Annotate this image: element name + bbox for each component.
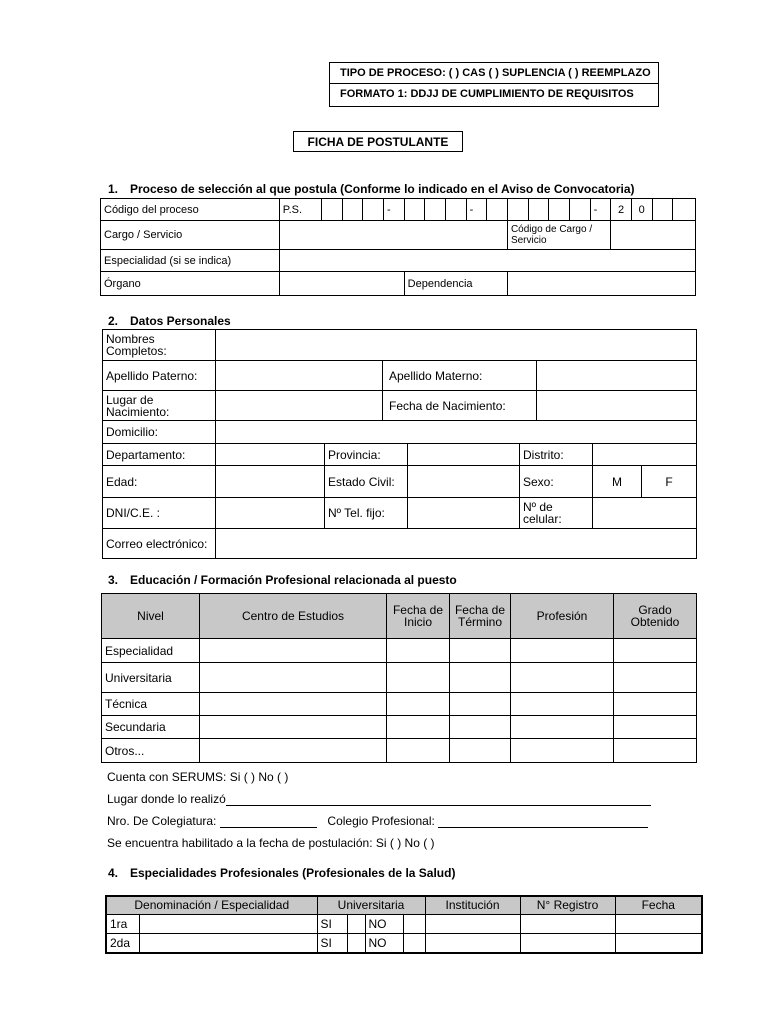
dependencia-value[interactable] <box>507 272 695 296</box>
apellido-paterno-value[interactable] <box>216 361 383 391</box>
contacto-row <box>103 498 697 529</box>
nivel-secundaria: Secundaria <box>102 716 200 739</box>
codigo-cell[interactable] <box>425 199 446 221</box>
tel-fijo-label: Nº Tel. fijo: <box>325 498 408 529</box>
table-cell[interactable] <box>520 914 615 933</box>
ficha-title: FICHA DE POSTULANTE <box>307 135 449 149</box>
section4-title: Especialidades Profesionales (Profesionales de la Salud) <box>130 866 456 880</box>
section4-number: 4. <box>108 866 119 880</box>
dni-value[interactable] <box>216 498 325 529</box>
table-cell[interactable] <box>387 663 450 693</box>
table-cell[interactable] <box>614 739 697 763</box>
si-label: SI <box>317 914 347 933</box>
nombres-value[interactable] <box>216 330 697 361</box>
domicilio-label: Domicilio: <box>103 421 216 444</box>
nombres-row <box>103 330 697 361</box>
tipo-proceso-box <box>329 62 659 84</box>
lugar-label: Lugar donde lo realizó <box>107 792 226 806</box>
year-digit: 0 <box>631 199 652 221</box>
col-grado: Grado Obtenido <box>614 594 697 639</box>
lugar-nacimiento-value[interactable] <box>216 391 383 421</box>
table-row <box>102 716 697 739</box>
table-row <box>106 933 702 953</box>
dash: - <box>384 199 405 221</box>
codigo-cell[interactable] <box>528 199 549 221</box>
table-cell[interactable] <box>511 716 614 739</box>
table-cell[interactable] <box>520 933 615 953</box>
edad-label: Edad: <box>103 466 216 498</box>
si-label: SI <box>317 933 347 953</box>
especialidad-row <box>101 250 696 272</box>
correo-value[interactable] <box>216 529 697 559</box>
table-cell[interactable] <box>387 639 450 663</box>
table-cell[interactable] <box>614 663 697 693</box>
table-cell[interactable] <box>511 693 614 716</box>
nombres-label: Nombres Completos: <box>103 330 216 361</box>
table-cell[interactable] <box>511 739 614 763</box>
codigo-cell[interactable] <box>569 199 590 221</box>
cargo-value[interactable] <box>279 221 507 250</box>
cargo-row <box>101 221 696 250</box>
table-cell[interactable] <box>615 914 702 933</box>
table-row <box>102 639 697 663</box>
table-cell[interactable] <box>450 663 511 693</box>
apellidos-row <box>103 361 697 391</box>
organo-label: Órgano <box>101 272 280 296</box>
col-institucion: Institución <box>425 896 520 914</box>
col-profesion: Profesión <box>511 594 614 639</box>
table-cell[interactable] <box>450 693 511 716</box>
section2-number: 2. <box>108 314 119 328</box>
lugar-nacimiento-label: Lugar de Nacimiento: <box>103 391 216 421</box>
sexo-label: Sexo: <box>520 466 593 498</box>
col-fecha-termino: Fecha de Término <box>450 594 511 639</box>
section1-heading <box>108 182 635 196</box>
ficha-title-box <box>293 131 463 152</box>
celular-value[interactable] <box>593 498 697 529</box>
provincia-label: Provincia: <box>325 444 408 466</box>
especialidad-value[interactable] <box>279 250 695 272</box>
codigo-cargo-value[interactable] <box>611 221 696 250</box>
correo-label: Correo electrónico: <box>103 529 216 559</box>
table-cell[interactable] <box>511 663 614 693</box>
apellido-materno-value[interactable] <box>537 361 697 391</box>
codigo-cell[interactable] <box>363 199 384 221</box>
no-label: NO <box>365 914 403 933</box>
nacimiento-row <box>103 391 697 421</box>
datos-personales-table <box>102 329 697 559</box>
codigo-cargo-label: Código de Cargo / Servicio <box>507 221 610 250</box>
nivel-universitaria: Universitaria <box>102 663 200 693</box>
col-centro: Centro de Estudios <box>200 594 387 639</box>
table-cell[interactable] <box>387 693 450 716</box>
codigo-label: Código del proceso <box>101 199 280 221</box>
lugar-field[interactable] <box>226 794 651 806</box>
educacion-table <box>101 593 697 763</box>
table-row <box>102 693 697 716</box>
section3-heading <box>108 573 457 587</box>
col-nivel: Nivel <box>102 594 200 639</box>
year-digit: 2 <box>611 199 632 221</box>
table-row <box>102 663 697 693</box>
departamento-value[interactable] <box>216 444 325 466</box>
no-checkbox[interactable] <box>403 914 425 933</box>
habilitado-line[interactable]: Se encuentra habilitado a la fecha de postulación: Si ( ) No ( ) <box>107 836 435 850</box>
row-label: 1ra <box>106 914 139 933</box>
formato-box <box>329 84 659 107</box>
table-cell[interactable] <box>450 739 511 763</box>
nivel-otros: Otros... <box>102 739 200 763</box>
si-checkbox[interactable] <box>347 914 365 933</box>
row-label: 2da <box>106 933 139 953</box>
table-cell[interactable] <box>450 716 511 739</box>
codigo-cell[interactable] <box>404 199 425 221</box>
table-cell[interactable] <box>387 716 450 739</box>
codigo-cell[interactable] <box>487 199 508 221</box>
section1-number: 1. <box>108 182 119 196</box>
table-cell[interactable] <box>387 739 450 763</box>
codigo-cell[interactable] <box>507 199 528 221</box>
apellido-paterno-label: Apellido Paterno: <box>103 361 216 391</box>
especialidades-table <box>105 895 703 954</box>
table-cell[interactable] <box>425 933 520 953</box>
section3-title: Educación / Formación Profesional relacionada al puesto <box>130 573 457 587</box>
distrito-label: Distrito: <box>520 444 593 466</box>
table-cell[interactable] <box>200 693 387 716</box>
serums-line[interactable]: Cuenta con SERUMS: Si ( ) No ( ) <box>107 770 289 784</box>
nivel-especialidad: Especialidad <box>102 639 200 663</box>
section2-title: Datos Personales <box>130 314 231 328</box>
table-row <box>106 914 702 933</box>
fecha-nacimiento-label: Fecha de Nacimiento: <box>383 391 537 421</box>
dash: - <box>466 199 487 221</box>
ubicacion-row <box>103 444 697 466</box>
distrito-value[interactable] <box>593 444 697 466</box>
colegiatura-field[interactable] <box>220 816 317 828</box>
proceso-table <box>100 198 696 296</box>
dash: - <box>590 199 611 221</box>
codigo-row <box>101 199 696 221</box>
table-row <box>102 739 697 763</box>
colegiatura-line <box>107 814 648 828</box>
table-cell[interactable] <box>425 914 520 933</box>
estado-civil-label: Estado Civil: <box>325 466 408 498</box>
table-cell[interactable] <box>200 739 387 763</box>
celular-label: Nº de celular: <box>520 498 593 529</box>
apellido-materno-label: Apellido Materno: <box>383 361 537 391</box>
col-registro: N° Registro <box>520 896 615 914</box>
sexo-m[interactable]: M <box>593 466 642 498</box>
table-cell[interactable] <box>450 639 511 663</box>
table-cell[interactable] <box>200 639 387 663</box>
codigo-cell[interactable] <box>673 199 696 221</box>
table-cell[interactable] <box>200 663 387 693</box>
table-cell[interactable] <box>614 693 697 716</box>
section2-heading <box>108 314 231 328</box>
cargo-label: Cargo / Servicio <box>101 221 280 250</box>
col-denominacion: Denominación / Especialidad <box>106 896 317 914</box>
correo-row <box>103 529 697 559</box>
lugar-line <box>107 792 651 806</box>
colegiatura-label: Nro. De Colegiatura: <box>107 814 217 828</box>
organo-value[interactable] <box>279 272 404 296</box>
codigo-cell[interactable] <box>549 199 570 221</box>
table-cell[interactable] <box>200 716 387 739</box>
especialidad-label: Especialidad (si se indica) <box>101 250 280 272</box>
table-cell[interactable] <box>139 933 317 953</box>
ps-label: P.S. <box>279 199 321 221</box>
table-cell[interactable] <box>614 639 697 663</box>
col-fecha: Fecha <box>615 896 702 914</box>
codigo-cell[interactable] <box>342 199 363 221</box>
section3-number: 3. <box>108 573 119 587</box>
organo-row <box>101 272 696 296</box>
formato-text: FORMATO 1: DDJJ DE CUMPLIMIENTO DE REQUISITOS <box>340 88 634 100</box>
edad-row <box>103 466 697 498</box>
col-universitaria: Universitaria <box>317 896 425 914</box>
no-checkbox[interactable] <box>403 933 425 953</box>
estado-civil-value[interactable] <box>408 466 520 498</box>
nivel-tecnica: Técnica <box>102 693 200 716</box>
tipo-proceso-text: TIPO DE PROCESO: ( ) CAS ( ) SUPLENCIA ( ) REEMPLAZO <box>340 67 651 79</box>
table-cell[interactable] <box>511 639 614 663</box>
table-cell[interactable] <box>139 914 317 933</box>
fecha-nacimiento-value[interactable] <box>537 391 697 421</box>
sexo-f[interactable]: F <box>642 466 697 498</box>
domicilio-value[interactable] <box>216 421 697 444</box>
especialidades-header-row <box>106 896 702 914</box>
tel-fijo-value[interactable] <box>408 498 520 529</box>
table-cell[interactable] <box>615 933 702 953</box>
edad-value[interactable] <box>216 466 325 498</box>
no-label: NO <box>365 933 403 953</box>
colegio-field[interactable] <box>438 816 648 828</box>
table-cell[interactable] <box>614 716 697 739</box>
provincia-value[interactable] <box>408 444 520 466</box>
si-checkbox[interactable] <box>347 933 365 953</box>
codigo-cell[interactable] <box>652 199 673 221</box>
section4-heading <box>108 866 455 880</box>
educacion-header-row <box>102 594 697 639</box>
dni-label: DNI/C.E. : <box>103 498 216 529</box>
section1-title: Proceso de selección al que postula (Conforme lo indicado en el Aviso de Convocatoria) <box>130 182 635 196</box>
codigo-cell[interactable] <box>445 199 466 221</box>
departamento-label: Departamento: <box>103 444 216 466</box>
dependencia-label: Dependencia <box>404 272 507 296</box>
domicilio-row <box>103 421 697 444</box>
colegio-label: Colegio Profesional: <box>327 814 435 828</box>
codigo-cell[interactable] <box>322 199 343 221</box>
col-fecha-inicio: Fecha de Inicio <box>387 594 450 639</box>
